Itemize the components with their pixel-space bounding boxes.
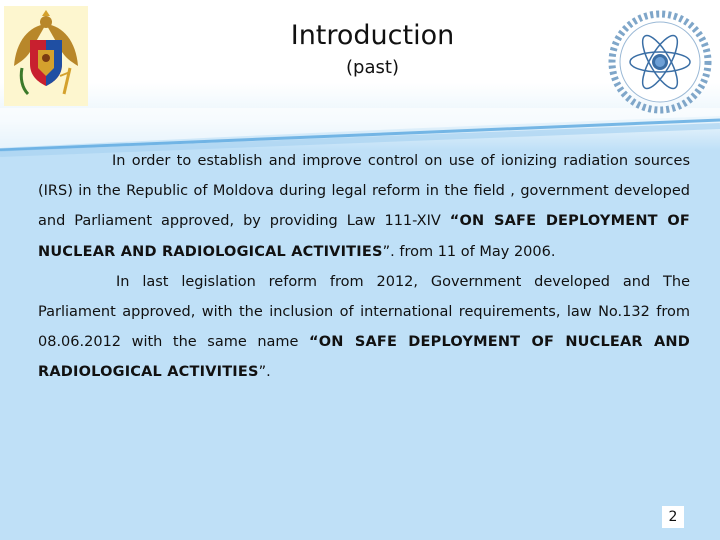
paragraph-1-lead: In order to establish and improve control on use of ionizing radiation sources (IRS) in the Republic of Moldova during legal reform in the field , government developed and Parliament approved, by providing Law 111-XIV (38, 153, 690, 230)
slide-subtitle: (past) (346, 57, 399, 78)
paragraph-1-tail: ”. from 11 of May 2006. (382, 243, 556, 260)
paragraph-2 (38, 267, 690, 388)
page-number: 2 (662, 506, 684, 528)
paragraph-2-law-title: “ON SAFE DEPLOYMENT OF NUCLEAR AND RADIOLOGICAL ACTIVITIES (38, 334, 690, 381)
paragraph-2-tail: ”. (258, 364, 271, 381)
paragraph-2-lead: In last legislation reform from 2012, Government developed and The Parliament approved, with the inclusion of international requirements, law No.132 from 08.06.2012 with the same name (38, 273, 690, 351)
paragraph-1 (38, 146, 690, 267)
body-text (38, 146, 690, 388)
paragraph-1-law-title: “ON SAFE DEPLOYMENT OF NUCLEAR AND RADIOLOGICAL ACTIVITIES (38, 213, 690, 260)
slide-title: Introduction (290, 20, 455, 51)
